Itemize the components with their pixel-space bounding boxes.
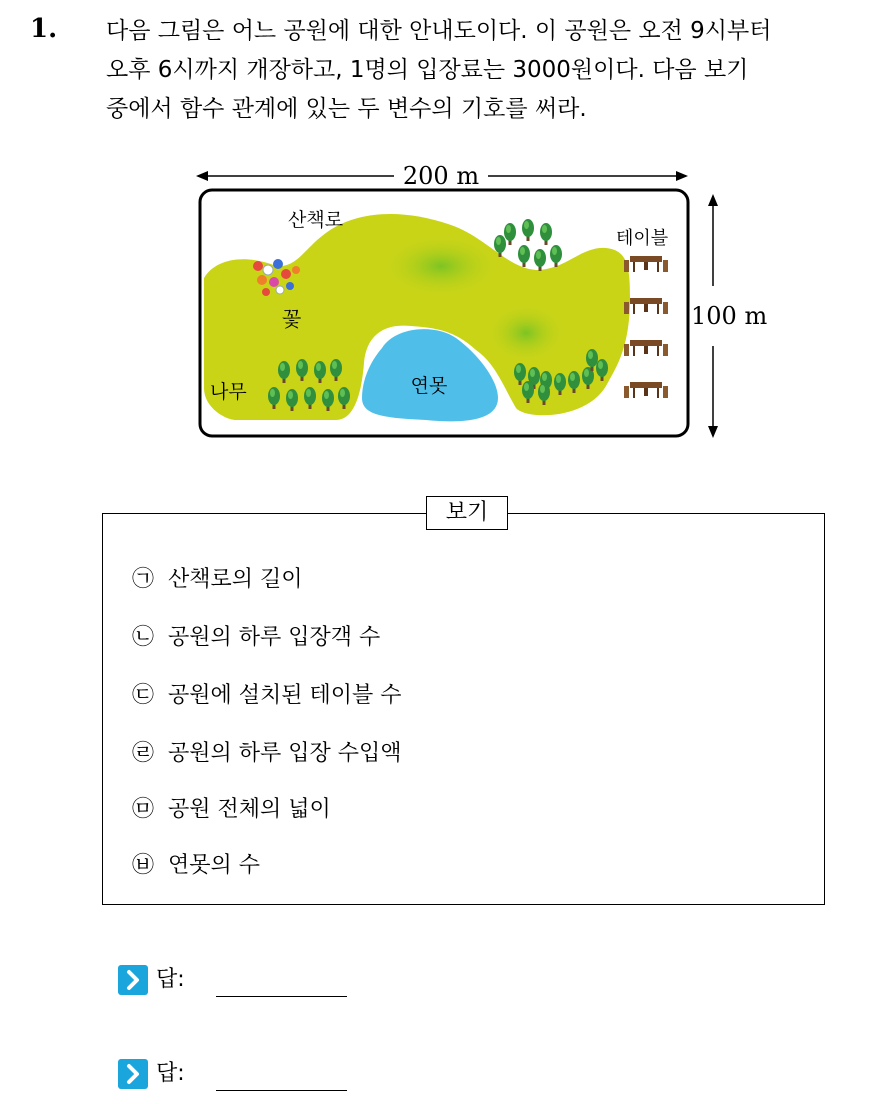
answer-input[interactable]	[216, 996, 347, 997]
choice-mark: ㉣	[132, 741, 155, 766]
choice-text: 공원 전체의 넓이	[168, 797, 331, 822]
height-dimension	[691, 194, 767, 438]
answer-input[interactable]	[216, 1090, 347, 1091]
choice-item	[132, 678, 402, 709]
height-label: 100 m	[691, 302, 768, 330]
pond-label: 연못	[410, 375, 448, 397]
choice-item	[132, 848, 260, 879]
chevron-right-icon	[118, 1059, 148, 1089]
answer-label: 답:	[156, 1061, 185, 1086]
chevron-right-icon	[118, 965, 148, 995]
choice-text: 연못의 수	[168, 853, 261, 878]
choice-mark: ㉠	[132, 567, 155, 592]
tree-label: 나무	[210, 381, 247, 403]
park-map	[186, 158, 786, 448]
question-number: 1.	[30, 14, 58, 44]
choice-item	[132, 562, 303, 593]
choice-mark: ㉡	[132, 625, 155, 650]
question-line: 다음 그림은 어느 공원에 대한 안내도이다. 이 공원은 오전 9시부터	[106, 18, 772, 44]
question-text	[106, 12, 856, 129]
flower-label: 꽃	[282, 307, 302, 331]
choice-text: 공원의 하루 입장 수입액	[168, 741, 402, 766]
choice-item	[132, 620, 380, 651]
choice-item	[132, 736, 402, 767]
choice-text: 공원에 설치된 테이블 수	[168, 683, 402, 708]
choice-mark: ㉥	[132, 853, 155, 878]
choice-text: 산책로의 길이	[168, 567, 303, 592]
choice-mark: ㉤	[132, 797, 155, 822]
choice-item	[132, 792, 331, 823]
question-line: 중에서 함수 관계에 있는 두 변수의 기호를 써라.	[106, 96, 587, 122]
choice-text: 공원의 하루 입장객 수	[168, 625, 381, 650]
choices-box-title: 보기	[426, 496, 508, 530]
width-label: 200 m	[402, 162, 480, 190]
table-label: 테이블	[616, 228, 669, 249]
walkway-label: 산책로	[288, 209, 344, 231]
choice-mark: ㉢	[132, 683, 155, 708]
question-line: 오후 6시까지 개장하고, 1명의 입장료는 3000원이다. 다음 보기	[106, 57, 749, 83]
answer-label: 답:	[156, 967, 185, 992]
width-dimension	[196, 162, 688, 190]
